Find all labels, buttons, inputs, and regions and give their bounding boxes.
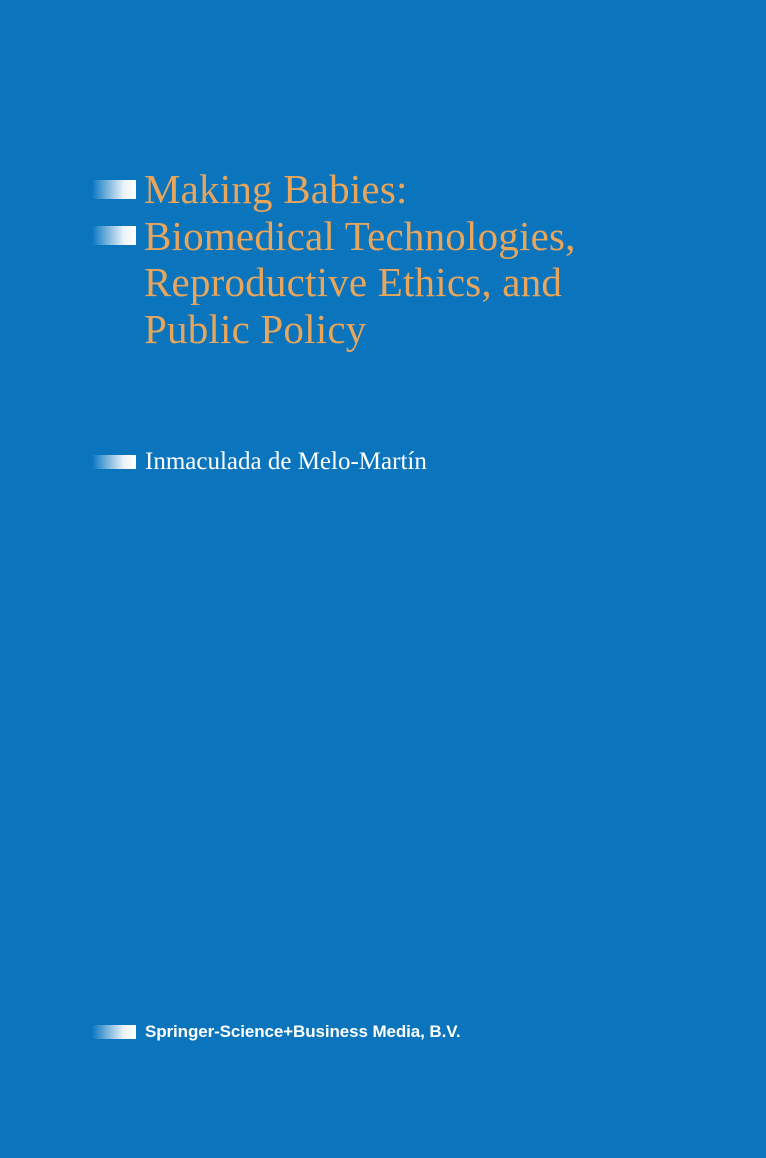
title-line-text: Making Babies: — [144, 166, 408, 212]
title-line — [92, 305, 712, 352]
title-line-text: Biomedical Technologies, — [144, 212, 576, 259]
title-line — [92, 168, 712, 211]
gradient-bar-icon — [92, 455, 136, 469]
author-name: Inmaculada de Melo-Martín — [145, 448, 427, 475]
publisher-name: Springer-Science+Business Media, B.V. — [145, 1022, 461, 1041]
gradient-bar-icon — [92, 180, 136, 199]
title-line — [92, 261, 712, 304]
gradient-bar-icon — [92, 226, 136, 245]
title-line-text: Public Policy — [144, 305, 367, 352]
book-title — [92, 168, 712, 355]
title-line-text: Reproductive Ethics, and — [144, 259, 563, 306]
gradient-bar-icon — [92, 1025, 136, 1039]
book-author — [92, 448, 427, 476]
title-line — [92, 212, 712, 259]
publisher — [92, 1022, 461, 1042]
